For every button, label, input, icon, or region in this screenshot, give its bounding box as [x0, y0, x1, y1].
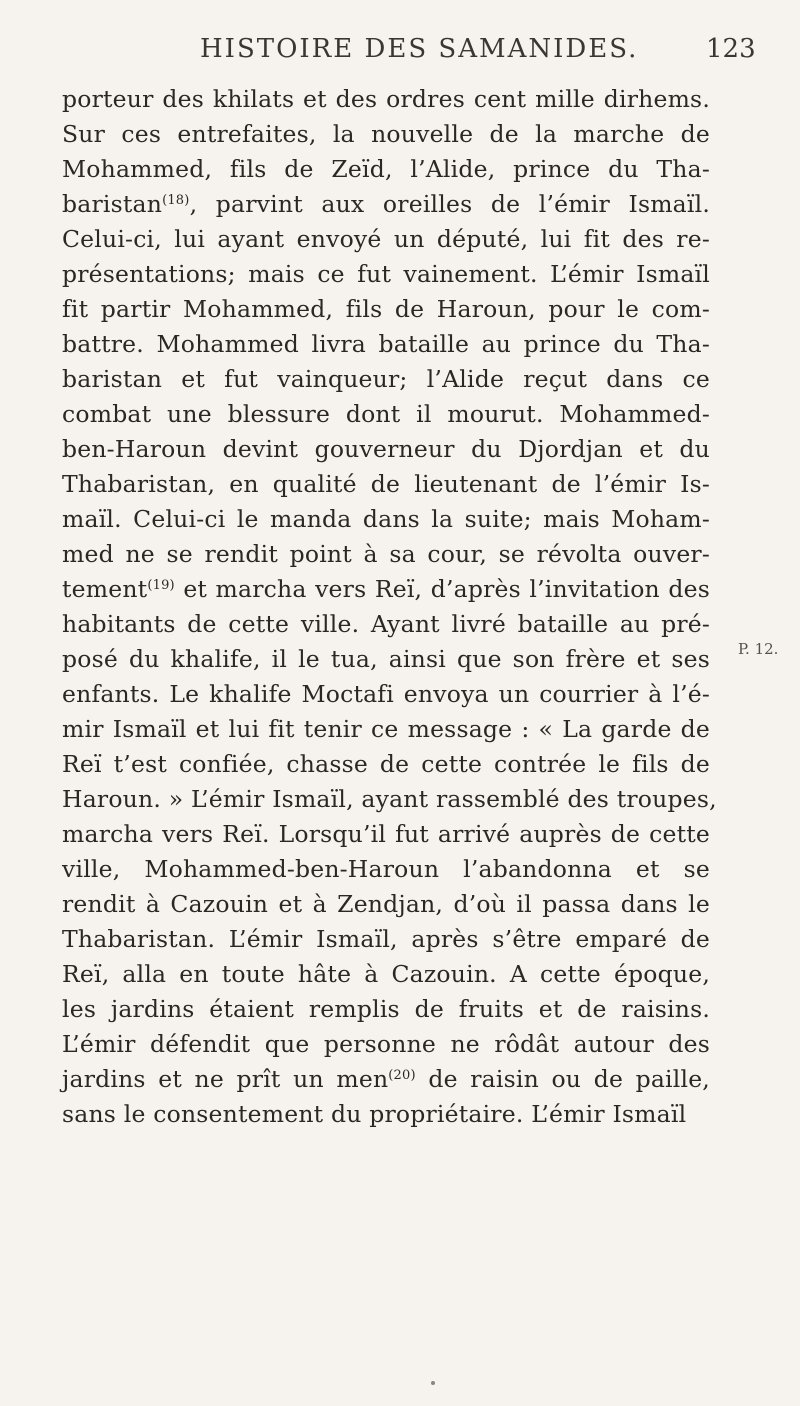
- line-text: Thabaristan, en qualité de lieutenant de l’émir Is-: [62, 470, 710, 498]
- line-text: baristan et fut vainqueur; l’Alide reçut dans ce: [62, 365, 710, 393]
- text-line: [62, 887, 710, 922]
- line-text: porteur des khilats et des ordres cent mille dirhems.: [62, 85, 710, 113]
- text-line: [62, 922, 710, 957]
- text-line: [62, 1097, 710, 1132]
- line-text: mir Ismaïl et lui fit tenir ce message : « La garde de: [62, 715, 710, 743]
- text-line: [62, 397, 710, 432]
- line-text: enfants. Le khalife Moctafi envoya un courrier à l’é-: [62, 680, 710, 708]
- line-text: habitants de cette ville. Ayant livré bataille au pré-: [62, 610, 710, 638]
- page-number: 123: [706, 34, 756, 64]
- text-line: [62, 607, 710, 642]
- line-text: Thabaristan. L’émir Ismaïl, après s’être emparé de: [62, 925, 710, 953]
- text-line: [62, 642, 710, 677]
- line-text: maïl. Celui-ci le manda dans la suite; mais Moham-: [62, 505, 710, 533]
- text-line: [62, 782, 717, 817]
- text-line: [62, 327, 710, 362]
- running-title: HISTOIRE DES SAMANIDES.: [200, 34, 639, 64]
- text-line: [62, 1062, 710, 1097]
- line-text: rendit à Cazouin et à Zendjan, d’où il passa dans le: [62, 890, 710, 918]
- footnote-marker: (20): [388, 1068, 416, 1083]
- line-text: Mohammed, fils de Zeïd, l’Alide, prince du Tha-: [62, 155, 710, 183]
- text-line: [62, 362, 710, 397]
- text-line: [62, 852, 710, 887]
- text-line: [62, 712, 710, 747]
- line-text: Reï, alla en toute hâte à Cazouin. A cette époque,: [62, 960, 710, 988]
- line-text: Haroun. » L’émir Ismaïl, ayant rassemblé des troupes,: [62, 785, 717, 813]
- text-line: [62, 257, 710, 292]
- line-text: jardins et ne prît un men: [62, 1065, 389, 1093]
- text-line: [62, 1027, 710, 1062]
- text-line: [62, 957, 710, 992]
- text-line: [62, 677, 710, 712]
- line-text: fit partir Mohammed, fils de Haroun, pour le com-: [62, 295, 710, 323]
- line-text: L’émir défendit que personne ne rôdât autour des: [62, 1030, 710, 1058]
- line-text: tement: [62, 575, 148, 603]
- text-line: [62, 572, 710, 607]
- line-text-continued: de raisin ou de paille,: [415, 1065, 710, 1093]
- line-text: les jardins étaient remplis de fruits et de raisins.: [62, 995, 710, 1023]
- line-text: baristan: [62, 190, 163, 218]
- text-line: [62, 117, 710, 152]
- line-text: combat une blessure dont il mourut. Mohammed-: [62, 400, 710, 428]
- text-line: [62, 992, 710, 1027]
- text-line: [62, 817, 710, 852]
- line-text: sans le consentement du propriétaire. L’émir Ismaïl: [62, 1100, 687, 1128]
- paper-speck: [431, 1381, 435, 1385]
- line-text: Celui-ci, lui ayant envoyé un député, lui fit des re-: [62, 225, 710, 253]
- text-line: [62, 537, 710, 572]
- line-text: Reï t’est confiée, chasse de cette contrée le fils de: [62, 750, 710, 778]
- line-text: ville, Mohammed-ben-Haroun l’abandonna et se: [62, 855, 710, 883]
- text-line: [62, 152, 710, 187]
- body-text: [62, 82, 717, 1132]
- text-line: [62, 747, 710, 782]
- text-line: [62, 292, 710, 327]
- line-text: Sur ces entrefaites, la nouvelle de la marche de: [62, 120, 710, 148]
- running-head: [0, 34, 800, 74]
- text-line: [62, 187, 710, 222]
- text-line: [62, 467, 710, 502]
- text-line: [62, 82, 710, 117]
- line-text: med ne se rendit point à sa cour, se révolta ouver-: [62, 540, 710, 568]
- footnote-marker: (19): [147, 578, 175, 593]
- text-line: [62, 432, 710, 467]
- margin-page-reference: P. 12.: [738, 640, 779, 658]
- line-text: posé du khalife, il le tua, ainsi que son frère et ses: [62, 645, 710, 673]
- footnote-marker: (18): [162, 193, 190, 208]
- line-text: présentations; mais ce fut vainement. L’émir Ismaïl: [62, 260, 710, 288]
- line-text-continued: et marcha vers Reï, d’après l’invitation des: [174, 575, 710, 603]
- text-line: [62, 502, 710, 537]
- line-text: battre. Mohammed livra bataille au prince du Tha-: [62, 330, 710, 358]
- text-line: [62, 222, 710, 257]
- line-text-continued: , parvint aux oreilles de l’émir Ismaïl.: [189, 190, 710, 218]
- line-text: marcha vers Reï. Lorsqu’il fut arrivé auprès de cette: [62, 820, 710, 848]
- line-text: ben-Haroun devint gouverneur du Djordjan et du: [62, 435, 710, 463]
